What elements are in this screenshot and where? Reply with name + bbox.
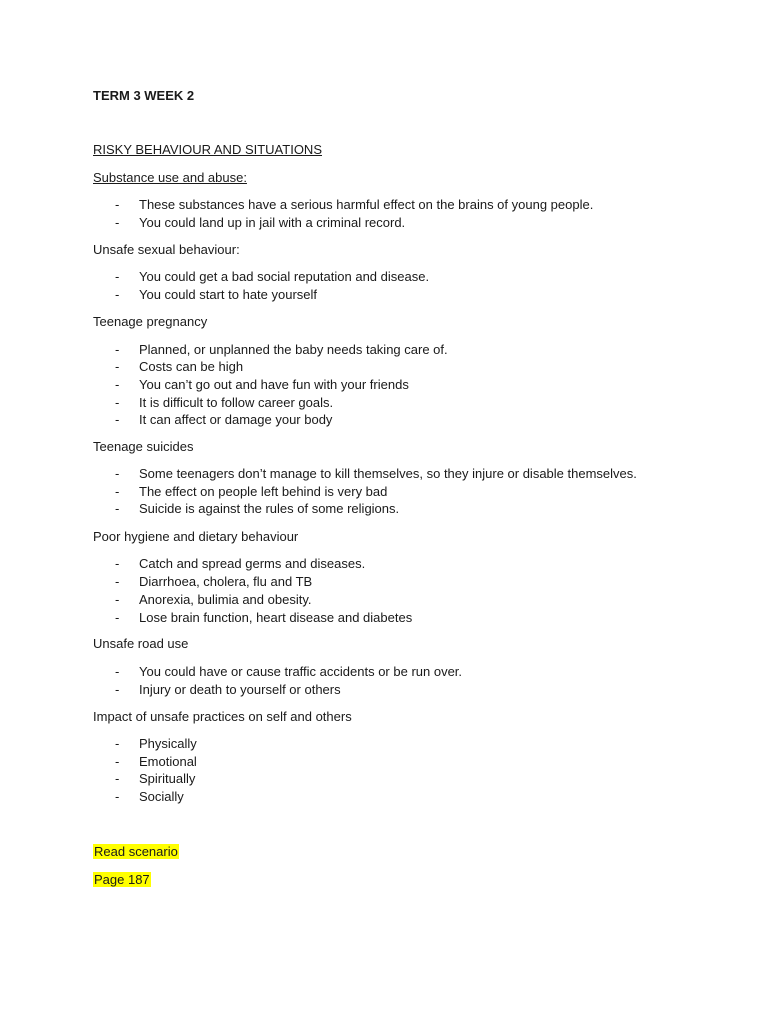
list-item: - You could land up in jail with a criminal record. — [115, 215, 406, 230]
list-item: - Some teenagers don’t manage to kill themselves, so they injure or disable themselves. — [115, 466, 637, 481]
list-item: - Anorexia, bulimia and obesity. — [115, 592, 312, 607]
highlighted-text: Read scenario — [94, 844, 178, 859]
bullet-dash: - — [115, 556, 120, 571]
bullet-dash: - — [115, 484, 120, 499]
bullet-dash: - — [115, 395, 120, 410]
highlighted-text: Page 187 — [94, 872, 150, 887]
bullet-dash: - — [115, 771, 120, 786]
list-item: - Injury or death to yourself or others — [115, 682, 341, 697]
group-title-pregnancy: Teenage pregnancy — [93, 314, 208, 329]
bullet-dash: - — [115, 412, 120, 427]
page-heading: TERM 3 WEEK 2 — [93, 88, 195, 103]
bullet-dash: - — [115, 736, 120, 751]
bullet-dash: - — [115, 501, 120, 516]
list-item: - These substances have a serious harmful effect on the brains of young people. — [115, 197, 594, 212]
list-item: - Diarrhoea, cholera, flu and TB — [115, 574, 313, 589]
read-scenario-note — [93, 844, 179, 860]
group-title-substance: Substance use and abuse: — [93, 170, 247, 185]
list-item: - Costs can be high — [115, 359, 244, 374]
section-title: RISKY BEHAVIOUR AND SITUATIONS — [93, 142, 322, 157]
bullet-dash: - — [115, 466, 120, 481]
bullet-dash: - — [115, 342, 120, 357]
list-item: - You could get a bad social reputation and disease. — [115, 269, 430, 284]
group-title-sexual: Unsafe sexual behaviour: — [93, 242, 240, 257]
bullet-dash: - — [115, 377, 120, 392]
bullet-dash: - — [115, 197, 120, 212]
group-title-hygiene: Poor hygiene and dietary behaviour — [93, 529, 299, 544]
bullet-dash: - — [115, 592, 120, 607]
bullet-dash: - — [115, 610, 120, 625]
list-item: - You can’t go out and have fun with your friends — [115, 377, 409, 392]
group-title-suicides: Teenage suicides — [93, 439, 194, 454]
bullet-dash: - — [115, 215, 120, 230]
bullet-dash: - — [115, 269, 120, 284]
list-item: - You could have or cause traffic accidents or be run over. — [115, 664, 463, 679]
list-item: - Physically — [115, 736, 197, 751]
list-item: - Catch and spread germs and diseases. — [115, 556, 366, 571]
list-item: - Suicide is against the rules of some religions. — [115, 501, 400, 516]
bullet-dash: - — [115, 574, 120, 589]
bullet-dash: - — [115, 754, 120, 769]
page-reference-note — [93, 872, 151, 888]
bullet-dash: - — [115, 664, 120, 679]
bullet-dash: - — [115, 682, 120, 697]
list-item: - It can affect or damage your body — [115, 412, 333, 427]
bullet-dash: - — [115, 287, 120, 302]
list-item: - Spiritually — [115, 771, 196, 786]
list-item: - You could start to hate yourself — [115, 287, 318, 302]
bullet-dash: - — [115, 789, 120, 804]
list-item: - Lose brain function, heart disease and diabetes — [115, 610, 413, 625]
list-item: - Planned, or unplanned the baby needs taking care of. — [115, 342, 448, 357]
bullet-dash: - — [115, 359, 120, 374]
list-item: - It is difficult to follow career goals. — [115, 395, 334, 410]
list-item: - The effect on people left behind is very bad — [115, 484, 388, 499]
list-item: - Socially — [115, 789, 184, 804]
group-title-impact: Impact of unsafe practices on self and others — [93, 709, 352, 724]
group-title-road: Unsafe road use — [93, 636, 189, 651]
list-item: - Emotional — [115, 754, 197, 769]
